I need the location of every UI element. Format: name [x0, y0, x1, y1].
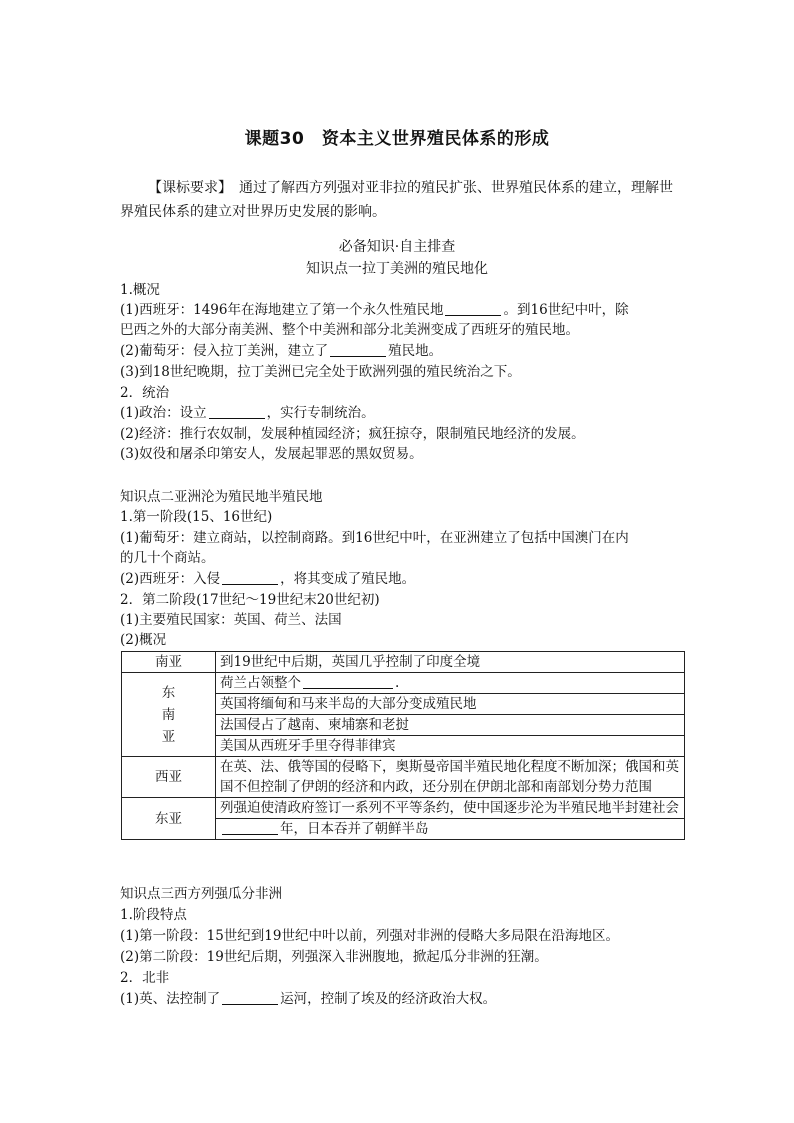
- region-cell: 东亚: [122, 798, 216, 840]
- region-cell: 东南亚: [122, 673, 216, 757]
- kp2-line-4: (1)主要殖民国家：英国、荷兰、法国: [120, 612, 342, 628]
- kp2-line-1: (1)葡萄牙：建立商站，以控制商路。到16世纪中叶，在亚洲建立了包括中国澳门在内: [120, 530, 629, 546]
- kp1-line-4: (3)到18世纪晚期，拉丁美洲已完全处于欧洲列强的殖民统治之下。: [120, 364, 521, 380]
- kp1-line-7: (3)奴役和屠杀印第安人，发展起罪恶的黑奴贸易。: [120, 446, 423, 462]
- kp3-line-2: (2)第二阶段：19世纪后期，列强深入非洲腹地，掀起瓜分非洲的狂潮。: [120, 949, 548, 965]
- table-row: [122, 673, 685, 694]
- region-cell: 西亚: [122, 757, 216, 798]
- table-cell: 荷兰占领整个 .: [216, 673, 685, 694]
- intro-label: 【课标要求】: [148, 180, 225, 196]
- fill-blank[interactable]: [303, 674, 393, 689]
- knowledge-point-3-title: 知识点三西方列强瓜分非洲: [120, 886, 282, 902]
- kp3-line-1: (1)第一阶段：15世纪到19世纪中叶以前，列强对非洲的侵略大多局限在沿海地区。: [120, 928, 619, 944]
- region-cell: 南亚: [122, 652, 216, 673]
- table-row: [122, 652, 685, 673]
- table-cell: 法国侵占了越南、柬埔寨和老挝: [216, 715, 685, 736]
- table-cell: 到19世纪中后期，英国几乎控制了印度全境: [216, 652, 685, 673]
- kp1-line-2: 巴西之外的大部分南美洲、整个中美洲和部分北美洲变成了西班牙的殖民地。: [120, 322, 579, 338]
- fill-blank[interactable]: [222, 570, 278, 585]
- kp2-line-3: (2)西班牙：入侵 ，将其变成了殖民地。: [120, 571, 416, 587]
- kp1-line-6: (2)经济：推行农奴制，发展种植园经济；疯狂掠夺，限制殖民地经济的发展。: [120, 426, 585, 442]
- table-cell: 列强迫使清政府签订一系列不平等条约，使中国逐步沦为半殖民地半封建社会: [216, 798, 685, 819]
- kp3-heading-1: 1.阶段特点: [120, 907, 187, 923]
- fill-blank[interactable]: [222, 990, 278, 1005]
- kp2-heading-2: 2．第二阶段(17世纪～19世纪末20世纪初): [120, 592, 380, 608]
- kp1-heading-2: 2．统治: [120, 385, 170, 401]
- table-cell: 英国将缅甸和马来半岛的大部分变成殖民地: [216, 694, 685, 715]
- kp2-line-2: 的几十个商站。: [120, 550, 215, 566]
- table-cell: 年，日本吞并了朝鲜半岛: [216, 819, 685, 840]
- intro-paragraph: [120, 176, 680, 224]
- fill-blank[interactable]: [209, 404, 265, 419]
- section-heading: 必备知识·自主排查: [338, 239, 456, 255]
- page-title: 课题30 资本主义世界殖民体系的形成: [244, 129, 550, 149]
- kp3-line-3: (1)英、法控制了 运河，控制了埃及的经济政治大权。: [120, 991, 497, 1007]
- kp2-heading-1: 1.第一阶段(15、16世纪): [120, 509, 273, 525]
- fill-blank[interactable]: [445, 301, 501, 316]
- kp2-line-5: (2)概况: [120, 632, 167, 648]
- knowledge-point-1-title: 知识点一拉丁美洲的殖民地化: [306, 261, 488, 277]
- intro-line-1: 【课标要求】 通过了解西方列强对亚非拉的殖民扩张、世界殖民体系的建立，理解世: [148, 180, 673, 196]
- table-cell: 美国从西班牙手里夺得菲律宾: [216, 736, 685, 757]
- kp1-line-3: (2)葡萄牙：侵入拉丁美洲，建立了 殖民地。: [120, 343, 443, 359]
- knowledge-point-2-title: 知识点二亚洲沦为殖民地半殖民地: [120, 489, 323, 505]
- fill-blank[interactable]: [330, 342, 386, 357]
- asia-colonization-table: [121, 651, 685, 840]
- table-row: [122, 798, 685, 819]
- kp1-line-5: (1)政治：设立 ，实行专制统治。: [120, 405, 375, 421]
- kp3-heading-2: 2．北非: [120, 970, 170, 986]
- table-row: [122, 757, 685, 798]
- kp1-line-1: (1)西班牙：1496年在海地建立了第一个永久性殖民地 。到16世纪中叶，除: [120, 302, 629, 318]
- intro-line-2: 界殖民体系的建立对世界历史发展的影响。: [120, 204, 386, 220]
- kp1-heading-1: 1.概况: [120, 282, 160, 298]
- fill-blank[interactable]: [222, 820, 278, 835]
- table-cell: 在英、法、俄等国的侵略下，奥斯曼帝国半殖民地化程度不断加深；俄国和英国不但控制了伊朗的经济和内政，还分别在伊朗北部和南部划分势力范围: [216, 757, 685, 798]
